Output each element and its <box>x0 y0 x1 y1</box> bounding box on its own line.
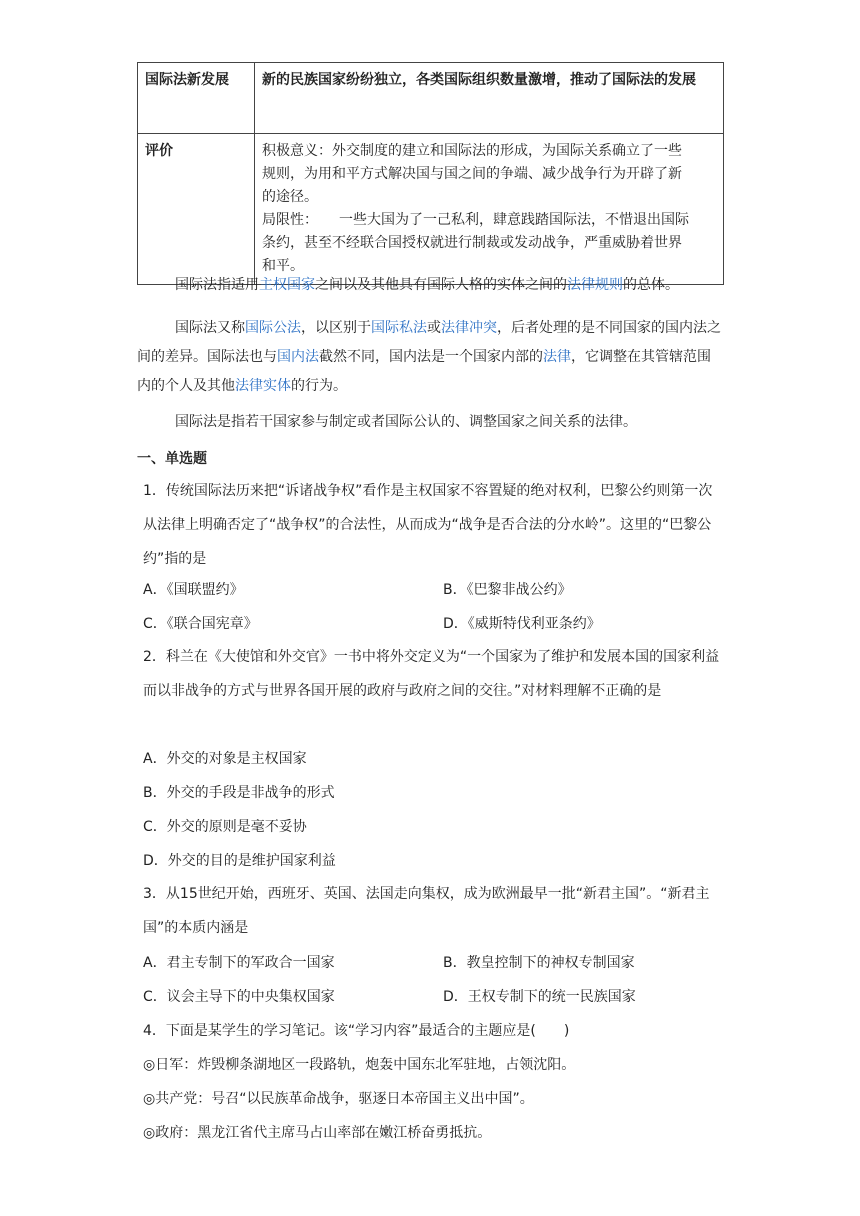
link-private-international-law[interactable]: 国际私法 <box>371 320 427 336</box>
evaluation-line: 局限性： 一些大国为了一己私利，肆意践踏国际法，不惜退出国际 <box>262 212 689 228</box>
link-legal-rules[interactable]: 法律规则 <box>567 277 623 293</box>
question-1-stem: 1．传统国际法历来把“诉诸战争权”看作是主权国家不容置疑的绝对权利，巴黎公约则第一次从法律上明确否定了“战争权”的合法性，从而成为“战争是否合法的分水岭”。这里的“巴黎公约”指的是 <box>143 483 713 567</box>
link-conflict-of-laws[interactable]: 法律冲突 <box>441 320 497 336</box>
evaluation-line: 积极意义：外交制度的建立和国际法的形成，为国际关系确立了一些 <box>262 143 682 159</box>
question-4-note: ◎日军：炸毁柳条湖地区一段路轨，炮轰中国东北军驻地，占领沈阳。 <box>143 1057 576 1073</box>
evaluation-line: 条约，甚至不经联合国授权就进行制裁或发动战争，严重威胁着世界 <box>262 235 682 251</box>
paragraph-public-law <box>137 314 724 401</box>
text: 的行为。 <box>291 378 347 394</box>
question-4-note: ◎政府：黑龙江省代主席马占山率部在嫩江桥奋勇抵抗。 <box>143 1125 492 1141</box>
question-1-option-d[interactable]: D．《威斯特伐利亚条约》 <box>443 616 601 632</box>
question-3-option-c[interactable]: C．议会主导下的中央集权国家 <box>143 989 335 1005</box>
question-4-note: ◎共产党：号召“以民族革命战争，驱逐日本帝国主义出中国”。 <box>143 1091 534 1107</box>
question-3-option-a[interactable]: A．君主专制下的军政合一国家 <box>143 955 335 971</box>
question-2-option-b[interactable]: B．外交的手段是非战争的形式 <box>143 785 335 801</box>
evaluation-line: 规则，为用和平方式解决国与国之间的争端、减少战争行为开辟了新 <box>262 166 682 182</box>
question-2-option-a[interactable]: A．外交的对象是主权国家 <box>143 751 307 767</box>
table-header-cell: 评价 <box>138 134 255 285</box>
evaluation-line: 和平。 <box>262 258 304 274</box>
text: 国际法指适用 <box>175 277 259 293</box>
question-3-stem: 3．从15世纪开始，西班牙、英国、法国走向集权，成为欧洲最早一批“新君主国”。“新君主国”的本质内涵是 <box>143 886 710 936</box>
section-title: 一、单选题 <box>137 451 207 467</box>
info-table <box>137 62 724 285</box>
table-row <box>138 63 724 134</box>
link-sovereign-state[interactable]: 主权国家 <box>259 277 315 293</box>
text: 截然不同，国内法是一个国家内部的 <box>319 349 543 365</box>
table-content-cell: 新的民族国家纷纷独立，各类国际组织数量激增，推动了国际法的发展 <box>255 63 724 134</box>
text: 或 <box>427 320 441 336</box>
text: ，它调整在其管辖范围内的个人及其他 <box>137 349 711 394</box>
evaluation-line: 的途径。 <box>262 189 318 205</box>
link-legal-entity[interactable]: 法律实体 <box>235 378 291 394</box>
question-1-option-a[interactable]: A．《国联盟约》 <box>143 582 244 598</box>
text: ，以区别于 <box>301 320 371 336</box>
question-3-option-b[interactable]: B．教皇控制下的神权专制国家 <box>443 955 635 971</box>
link-public-international-law[interactable]: 国际公法 <box>245 320 301 336</box>
question-2-option-d[interactable]: D．外交的目的是维护国家利益 <box>143 853 336 869</box>
paragraph-definition <box>137 271 724 300</box>
text: 的总体。 <box>623 277 679 293</box>
question-2-stem: 2．科兰在《大使馆和外交官》一书中将外交定义为“一个国家为了维护和发展本国的国家利益而以非战争的方式与世界各国开展的政府与政府之间的交往。”对材料理解不正确的是 <box>143 649 720 699</box>
text: 之间以及其他具有国际人格的实体之间的 <box>315 277 567 293</box>
link-domestic-law[interactable]: 国内法 <box>277 349 319 365</box>
paragraph-summary: 国际法是指若干国家参与制定或者国际公认的、调整国家之间关系的法律。 <box>175 414 637 430</box>
table-content-cell <box>255 134 724 285</box>
question-1-option-b[interactable]: B．《巴黎非战公约》 <box>443 582 572 598</box>
text: 国际法又称 <box>175 320 245 336</box>
question-3-option-d[interactable]: D．王权专制下的统一民族国家 <box>443 989 636 1005</box>
link-law[interactable]: 法律 <box>543 349 571 365</box>
question-4-stem: 4．下面是某学生的学习笔记。该“学习内容”最适合的主题应是( ) <box>143 1023 570 1039</box>
table-row <box>138 134 724 285</box>
question-1-option-c[interactable]: C．《联合国宪章》 <box>143 616 258 632</box>
question-2-option-c[interactable]: C．外交的原则是毫不妥协 <box>143 819 307 835</box>
table-header-cell: 国际法新发展 <box>138 63 255 134</box>
text: ，后者处理的是不同国家的国内法之间的差异。国际法也与 <box>137 320 721 365</box>
